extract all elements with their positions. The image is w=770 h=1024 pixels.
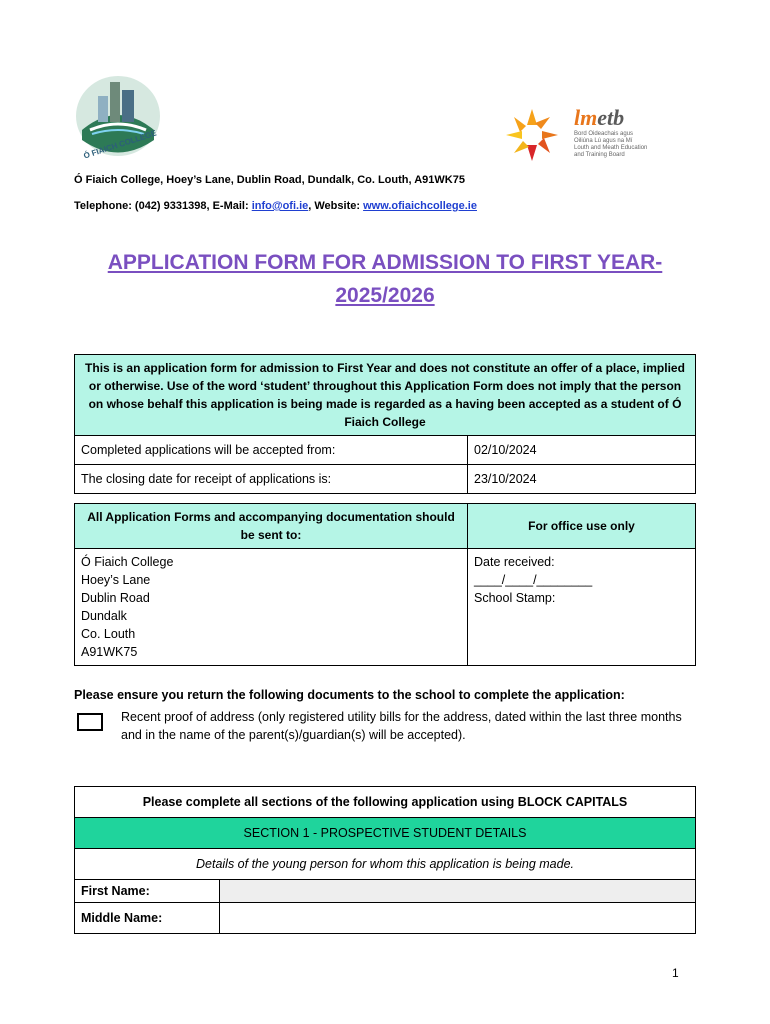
date-received-blank: ____/____/________ [474, 573, 593, 587]
website-link[interactable]: www.ofiaichcollege.ie [363, 200, 477, 212]
block-capitals-instruction: Please complete all sections of the following application using BLOCK CAPITALS [75, 787, 696, 818]
form-title [70, 246, 700, 312]
school-stamp-label: School Stamp: [474, 591, 556, 605]
address-line: Dundalk [81, 609, 127, 623]
phone-text: Telephone: (042) 9331398, E-Mail: [74, 200, 252, 212]
proof-of-address-checkbox[interactable] [77, 713, 103, 731]
send-to-table [74, 503, 696, 666]
website-prefix: , Website: [308, 200, 364, 212]
form-title-line1: APPLICATION FORM FOR ADMISSION TO FIRST YEAR- [107, 251, 663, 274]
college-logo [72, 70, 164, 170]
address-line: Dublin Road [81, 591, 150, 605]
accept-from-label: Completed applications will be accepted from: [75, 436, 468, 465]
section1-title: SECTION 1 - PROSPECTIVE STUDENT DETAILS [75, 818, 696, 849]
closing-date-value: 23/10/2024 [468, 465, 696, 494]
address-line: Hoey’s Lane [81, 573, 151, 587]
send-to-address [75, 549, 468, 666]
lmetb-subtitle: Bord Oideachais agus Oiliúna Lú agus na Mí Louth and Meath Education and Training Board [574, 131, 648, 158]
section1-table [74, 786, 696, 934]
send-to-header: All Application Forms and accompanying documentation should be sent to: [75, 504, 468, 549]
first-name-input[interactable] [220, 880, 696, 903]
college-logo-text: Ó FIAICH COLLEGE [82, 128, 158, 161]
page-number: 1 [672, 966, 679, 980]
first-name-label: First Name: [75, 880, 220, 903]
address-line: Ó Fiaich College [81, 555, 174, 569]
office-use-cell [468, 549, 696, 666]
notice-text: This is an application form for admission to First Year and does not constitute an offer of a place, implied or otherwise. Use of the word ‘student’ throughout this Application Form does not imply that the person on whose behalf this application is being made is regarded as a having been accepted as a student of Ó Fiaich College [75, 355, 696, 436]
notice-table [74, 354, 696, 494]
middle-name-input[interactable] [220, 903, 696, 934]
form-title-line2: 2025/2026 [335, 284, 435, 307]
contact-line [74, 200, 477, 212]
college-address: Ó Fiaich College, Hoey’s Lane, Dublin Road, Dundalk, Co. Louth, A91WK75 [74, 174, 465, 186]
address-line: Co. Louth [81, 627, 136, 641]
lmetb-logo [500, 103, 660, 167]
lmetb-lm: lm [574, 105, 598, 130]
closing-date-label: The closing date for receipt of applications is: [75, 465, 468, 494]
address-line: A91WK75 [81, 645, 138, 659]
accept-from-date: 02/10/2024 [468, 436, 696, 465]
email-link[interactable]: info@ofi.ie [251, 200, 309, 212]
documents-heading: Please ensure you return the following documents to the school to complete the application: [74, 688, 625, 702]
office-use-header: For office use only [468, 504, 696, 549]
sunburst-icon [500, 103, 570, 167]
date-received-label: Date received: [474, 555, 555, 569]
proof-of-address-text: Recent proof of address (only registered utility bills for the address, dated within the last three months and in the name of the parent(s)/guardian(s) will be accepted). [121, 710, 682, 742]
middle-name-label: Middle Name: [75, 903, 220, 934]
lmetb-etb: etb [597, 105, 625, 130]
section1-subtitle: Details of the young person for whom this application is being made. [75, 849, 696, 880]
